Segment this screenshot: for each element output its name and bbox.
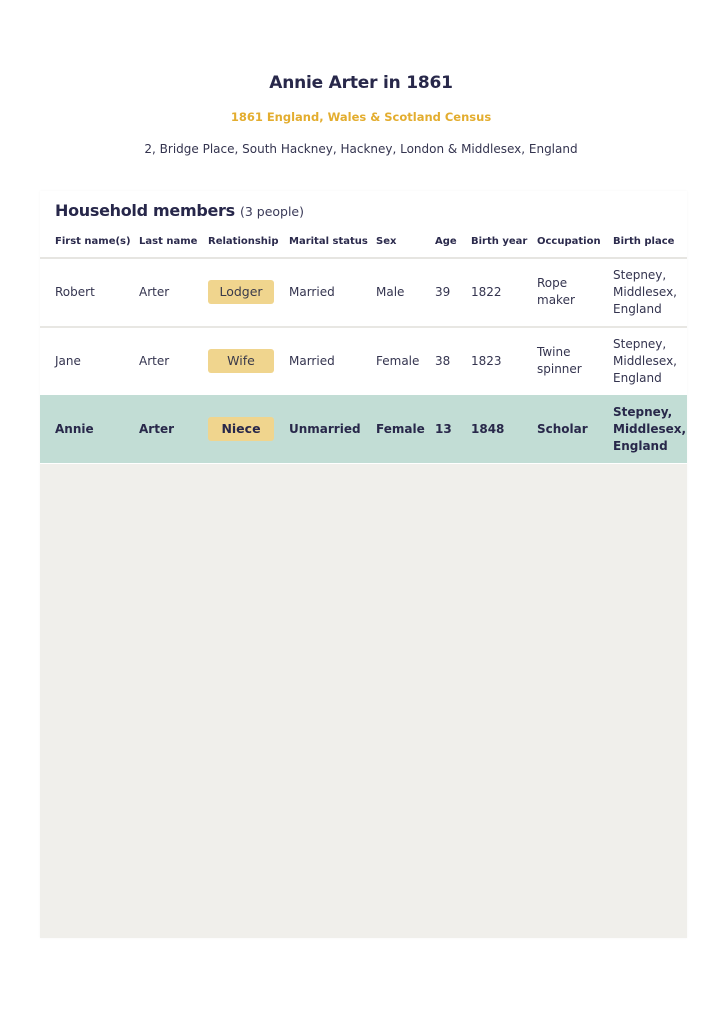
- age: 39: [435, 284, 451, 299]
- table-row[interactable]: [40, 258, 687, 328]
- col-birth-year: Birth year: [471, 236, 528, 247]
- col-last-name: Last name: [139, 236, 198, 247]
- relationship-badge: Wife: [208, 349, 274, 373]
- household-card: [40, 191, 687, 938]
- relationship-cell: [208, 395, 274, 463]
- occupation: Rope maker: [537, 276, 575, 307]
- birth-year: 1848: [471, 421, 505, 436]
- occupation: Twine spinner: [537, 345, 582, 376]
- sex: Male: [376, 284, 405, 299]
- first-name[interactable]: Annie: [55, 421, 94, 436]
- age: 38: [435, 353, 451, 368]
- col-occupation: Occupation: [537, 236, 601, 247]
- col-sex: Sex: [376, 236, 397, 247]
- relationship-badge: Lodger: [208, 280, 274, 304]
- first-name[interactable]: Robert: [55, 284, 95, 299]
- table-row-highlighted[interactable]: [40, 395, 687, 463]
- relationship-cell: [208, 258, 274, 326]
- col-age: Age: [435, 236, 457, 247]
- birth-place: Stepney, Middlesex, England: [613, 404, 687, 453]
- birth-place: Stepney, Middlesex, England: [613, 267, 677, 316]
- address: 2, Bridge Place, South Hackney, Hackney, London & Middlesex, England: [144, 142, 578, 156]
- empty-panel: [40, 464, 687, 938]
- age: 13: [435, 421, 452, 436]
- col-relationship: Relationship: [208, 236, 279, 247]
- birth-place: Stepney, Middlesex, England: [613, 336, 677, 385]
- marital-status: Married: [289, 284, 335, 299]
- marital-status: Unmarried: [289, 421, 361, 436]
- marital-status: Married: [289, 353, 335, 368]
- col-marital-status: Marital status: [289, 236, 368, 247]
- birth-year: 1823: [471, 353, 502, 368]
- last-name: Arter: [139, 421, 174, 436]
- collection-link[interactable]: 1861 England, Wales & Scotland Census: [230, 110, 492, 124]
- birth-year: 1822: [471, 284, 502, 299]
- relationship-badge: Niece: [208, 417, 274, 441]
- household-count: (3 people): [239, 204, 305, 219]
- last-name: Arter: [139, 353, 170, 368]
- page-title: Annie Arter in 1861: [269, 73, 453, 93]
- last-name: Arter: [139, 284, 170, 299]
- household-title: Household members: [55, 201, 235, 220]
- table-header: [40, 231, 687, 259]
- sex: Female: [376, 421, 425, 436]
- household-header: [55, 201, 304, 220]
- relationship-cell: [208, 327, 274, 395]
- occupation: Scholar: [537, 421, 588, 436]
- col-first-name: First name(s): [55, 236, 131, 247]
- table-row[interactable]: [40, 327, 687, 397]
- sex: Female: [376, 353, 420, 368]
- first-name[interactable]: Jane: [55, 353, 81, 368]
- col-birth-place: Birth place: [613, 236, 675, 247]
